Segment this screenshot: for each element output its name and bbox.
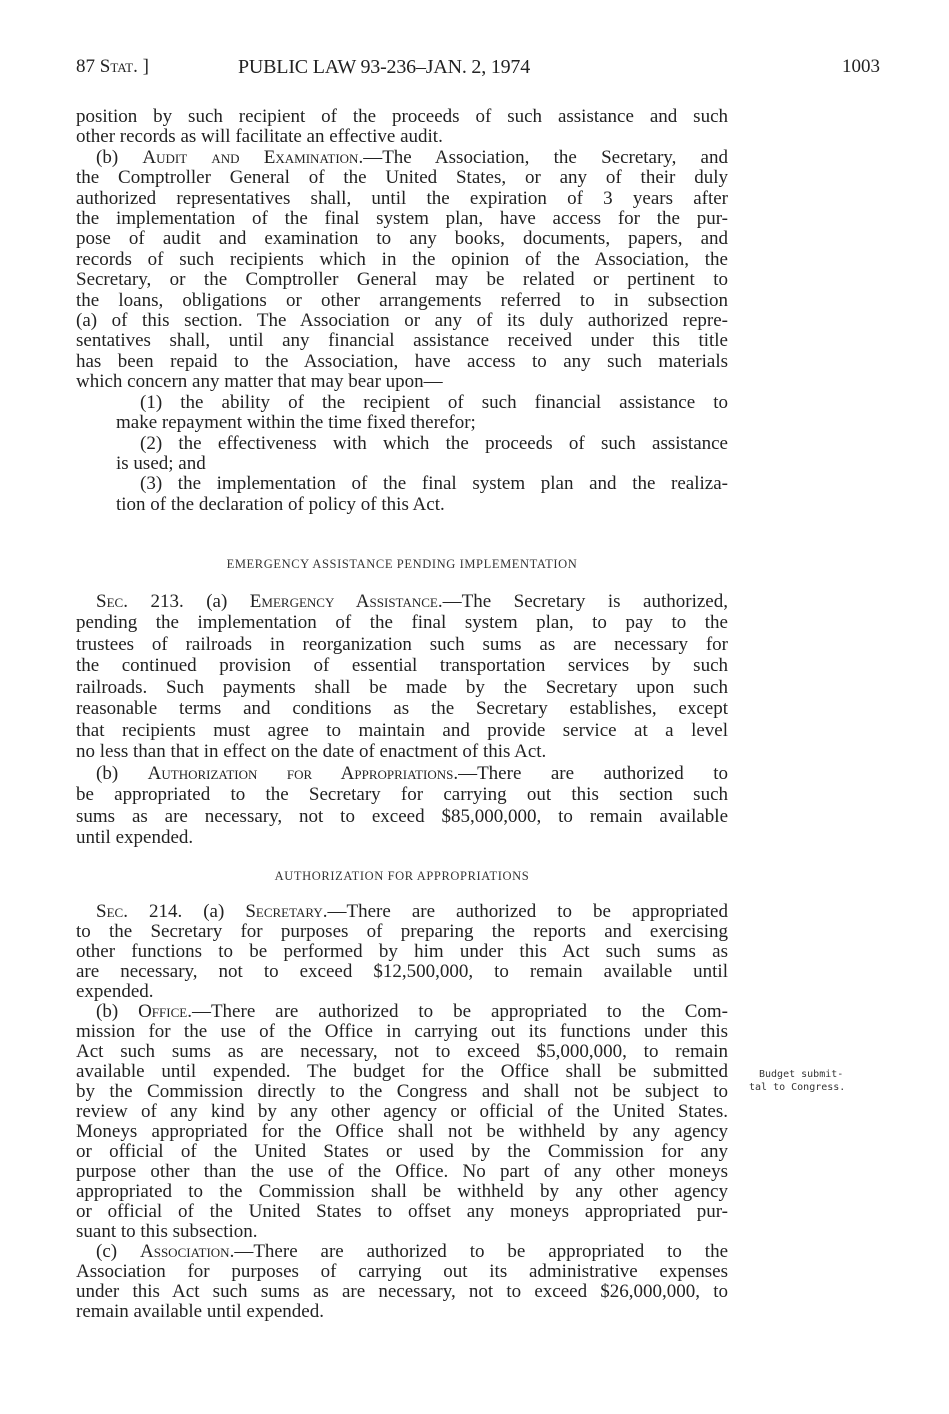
text-line: (1) the ability of the recipient of such financial assistance to [140,391,728,413]
small-caps-text: Sec [96,901,124,922]
text-line: until expended. [76,826,194,848]
text-line: the implementation of the final system plan, have access for the pur- [76,208,728,230]
statute-reference [76,56,149,78]
paragraph [76,1002,728,1242]
text-line: review of any kind by any other agency or official of the United States. [76,1101,728,1122]
list-item [76,434,728,475]
text-line: Act such sums as are necessary, not to exceed $5,000,000, to remain [76,1041,728,1062]
margin-note-line: Budget submit- [759,1069,844,1080]
text-line: be appropriated to the Secretary for carrying out this section such [76,784,728,806]
text-line: other records as will facilitate an effective audit. [76,126,443,148]
text-line: railroads. Such payments shall be made by the Secretary upon such [76,676,728,698]
text-segment: .—The Secretary is authorized, [437,591,728,612]
text-line: purpose other than the use of the Office. No part of any other moneys [76,1161,728,1182]
small-caps-text: Office [138,1001,188,1022]
section-heading: AUTHORIZATION FOR APPROPRIATIONS [274,869,530,883]
section-heading: EMERGENCY ASSISTANCE PENDING IMPLEMENTATION [226,557,578,571]
text-line: Secretary, or the Comptroller General may be related or pertinent to [76,269,728,291]
text-line: (3) the implementation of the final system plan and the realiza- [140,473,728,495]
page-number: 1003 [842,56,880,77]
text-line: suant to this subsection. [76,1221,258,1242]
text-line [76,1242,728,1262]
text-line: records of such recipients which in the opinion of the Association, the [76,248,728,270]
text-line: are necessary, not to exceed $12,500,000, to remain available until [76,961,728,982]
small-caps-text: Association [140,1241,230,1262]
text-line: mission for the use of the Office in carrying out its functions under this [76,1021,728,1042]
margin-note [749,1068,845,1094]
text-line: other functions to be performed by him under this Act such sums as [76,941,728,962]
text-line: is used; and [116,452,206,474]
text-line: has been repaid to the Association, have access to any such materials [76,350,728,372]
text-segment: (c) [96,1241,140,1262]
text-line: sentatives shall, until any financial assistance received under this title [76,330,728,352]
text-line [76,763,728,784]
text-line: that recipients must agree to maintain and provide service at a level [76,719,728,741]
bracket: ] [142,56,149,77]
paragraph [76,591,728,763]
text-segment: . 213. (a) [123,591,250,612]
text-segment: . 214. (a) [123,901,246,922]
text-line: (a) of this section. The Association or any of its duly authorized repre- [76,310,728,332]
text-line: expended. [76,981,154,1002]
section-212-continuation [76,107,728,515]
paragraph [76,763,728,849]
text-line [76,902,728,922]
text-line: trustees of railroads in reorganization such sums as are necessary for [76,633,728,655]
text-line: the loans, obligations or other arrangements referred to in subsection [76,289,728,311]
text-line: Moneys appropriated for the Office shall not be withheld by any agency [76,1121,728,1142]
text-line: tion of the declaration of policy of this Act. [116,493,445,515]
text-line: authorized representatives shall, until the expiration of 3 years after [76,187,728,209]
text-line: no less than that in effect on the date of enactment of this Act. [76,741,547,763]
text-line: or official of the United States to offset any moneys appropriated pur- [76,1201,728,1222]
text-line: available until expended. The budget for the Office shall be submitted [76,1061,728,1082]
section-213 [76,591,728,848]
margin-note-line: tal to Congress. [749,1082,846,1093]
text-line: under this Act such sums as are necessary, not to exceed $26,000,000, to [76,1281,728,1302]
text-segment: (b) [96,146,143,168]
text-segment: .—There are authorized to be appropriated to the Com- [187,1001,728,1022]
text-line: sums as are necessary, not to exceed $85,000,000, to remain available [76,805,728,827]
text-line: or official of the United States or used by the Commission for any [76,1141,728,1162]
section-214 [76,902,728,1322]
text-line [76,591,728,612]
text-line [76,148,728,168]
statute-volume: 87 [76,56,95,77]
text-segment: .—There are authorized to be appropriated [322,901,728,922]
text-segment: (b) [96,1001,139,1022]
small-caps-text: Authorization for Appropriations [147,762,454,784]
text-line: reasonable terms and conditions as the Secretary establishes, except [76,698,728,720]
text-line: remain available until expended. [76,1301,324,1322]
text-line: to the Secretary for purposes of preparing the reports and exercising [76,921,728,942]
text-line: the continued provision of essential transportation services by such [76,655,728,677]
text-segment: .—The Association, the Secretary, and [358,146,728,168]
text-segment: .—There are authorized to be appropriated to the [229,1241,729,1262]
paragraph [76,107,728,148]
list-item [76,474,728,515]
small-caps-text: Emergency Assistance [249,591,438,612]
small-caps-text: Secretary [245,901,323,922]
text-line: the Comptroller General of the United States, or any of their duly [76,167,728,189]
paragraph [76,902,728,1002]
text-line: pose of audit and examination to any books, documents, papers, and [76,228,728,250]
small-caps-text: Sec [96,591,124,612]
text-line: make repayment within the time fixed therefor; [116,412,476,434]
statute-label: Stat. [99,56,138,77]
text-line: by the Commission directly to the Congress and shall not be subject to [76,1081,728,1102]
text-line: Association for purposes of carrying out its administrative expenses [76,1261,728,1282]
text-segment: .—There are authorized to [453,762,728,784]
text-segment: (b) [96,762,148,784]
text-line: pending the implementation of the final system plan, to pay to the [76,612,728,634]
paragraph [76,148,728,393]
list-item [76,393,728,434]
running-title: PUBLIC LAW 93-236–JAN. 2, 1974 [238,56,531,78]
small-caps-text: Audit and Examination [142,146,359,168]
text-line [76,1002,728,1022]
text-line: appropriated to the Commission shall be withheld by any other agency [76,1181,728,1202]
text-line: which concern any matter that may bear upon— [76,371,443,393]
text-line: position by such recipient of the proceeds of such assistance and such [76,106,728,127]
paragraph [76,1242,728,1322]
text-line: (2) the effectiveness with which the proceeds of such assistance [140,432,728,454]
